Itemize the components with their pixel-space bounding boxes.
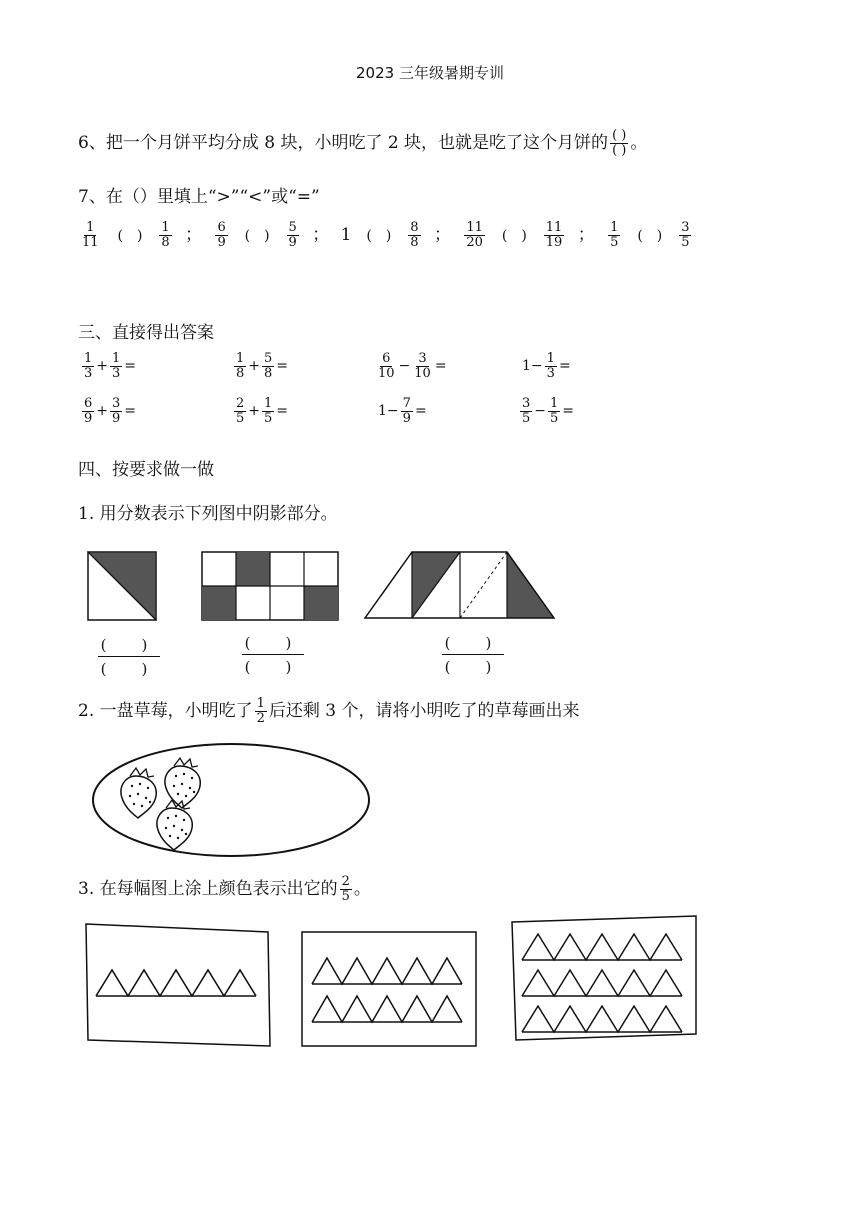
compare-3-right: $\frac{8}{8}$ (410, 220, 419, 250)
square-figure (88, 552, 156, 620)
strawberry-icon (165, 758, 200, 808)
separator: ； (312, 225, 330, 245)
compare-1-right: $\frac{1}{8}$ (161, 220, 170, 250)
question-6-end: 。 (630, 133, 648, 153)
compare-5-blank[interactable]: ( ) (637, 228, 663, 244)
question-6 (78, 128, 647, 158)
question-6-answer-fraction (610, 129, 628, 157)
strawberry-icon (121, 768, 156, 818)
expr-1: $\frac{1}{3}$ + $\frac{1}{3}$ = (84, 351, 137, 381)
expr-8: $\frac{3}{5}$ − $\frac{1}{5}$ = (522, 396, 575, 426)
strawberry-plate (88, 742, 378, 862)
answer-fraction-1[interactable] (98, 634, 160, 679)
separator: ； (433, 225, 451, 245)
fraction-bar (242, 654, 304, 655)
strawberry-icon (157, 800, 192, 850)
separator: ； (577, 225, 595, 245)
answer-3-numerator: ( ) (444, 634, 502, 652)
compare-2-left: $\frac{6}{9}$ (217, 220, 226, 250)
compare-2-right: $\frac{5}{9}$ (288, 220, 297, 250)
compare-4-left: $\frac{11}{20}$ (466, 220, 483, 250)
panel-3-fifteen-triangles (512, 916, 696, 1040)
answer-3-denominator: ( ) (444, 658, 502, 676)
question-7-comparisons (78, 220, 693, 250)
compare-1-left: $\frac{1}{11}$ (82, 220, 99, 250)
question-6-text: 6、把一个月饼平均分成 8 块，小明吃了 2 块，也就是吃了这个月饼的 (78, 133, 609, 153)
separator: ； (185, 225, 203, 245)
grid-figure (202, 552, 338, 620)
expr-3: $\frac{6}{10}$ − $\frac{3}{10}$ = (378, 351, 447, 381)
compare-3-left: 1 (340, 225, 352, 245)
section-4-title: 四、按要求做一做 (78, 460, 214, 480)
problem-1-text: 1. 用分数表示下列图中阴影部分。 (78, 504, 338, 524)
compare-2-blank[interactable]: ( ) (244, 228, 270, 244)
question-6-answer-denominator: ( ) (612, 143, 627, 158)
shaded-figures (84, 546, 564, 626)
expr-5: $\frac{6}{9}$ + $\frac{3}{9}$ = (84, 396, 137, 426)
answer-2-denominator: ( ) (244, 658, 302, 676)
problem-2-text: 2. 一盘草莓，小明吃了 $\frac{1}{2}$ 后还剩 3 个，请将小明吃了的草莓画出来 (78, 696, 580, 726)
question-7-text: 7、在（）里填上“>”“<”或“=” (78, 187, 320, 207)
panel-1-five-triangles (86, 924, 270, 1046)
panel-2-ten-triangles (302, 932, 476, 1046)
answer-1-denominator: ( ) (100, 660, 158, 678)
section-3-title: 三、直接得出答案 (78, 323, 214, 343)
compare-3-blank[interactable]: ( ) (366, 228, 392, 244)
answer-1-numerator: ( ) (100, 636, 158, 654)
fraction-bar (98, 656, 160, 657)
compare-5-left: $\frac{1}{5}$ (610, 220, 619, 250)
triangle-panels (80, 912, 700, 1052)
question-6-answer-numerator: ( ) (612, 128, 627, 144)
compare-5-right: $\frac{3}{5}$ (681, 220, 690, 250)
answer-fraction-3[interactable] (442, 632, 504, 677)
problem-3-text: 3. 在每幅图上涂上颜色表示出它的 $\frac{2}{5}$ 。 (78, 874, 371, 904)
expr-2: $\frac{1}{8}$ + $\frac{5}{8}$ = (236, 351, 289, 381)
fraction-bar (442, 654, 504, 655)
answer-fraction-2[interactable] (242, 632, 304, 677)
compare-1-blank[interactable]: ( ) (117, 228, 143, 244)
page-header: 2023 三年级暑期专训 (356, 64, 504, 82)
expr-4: 1− $\frac{1}{3}$ = (522, 351, 571, 381)
answer-2-numerator: ( ) (244, 634, 302, 652)
trapezoid-figure (365, 552, 554, 618)
compare-4-blank[interactable]: ( ) (501, 228, 527, 244)
compare-4-right: $\frac{11}{19}$ (545, 220, 563, 250)
expr-7: 1− $\frac{7}{9}$ = (378, 396, 427, 426)
expr-6: $\frac{2}{5}$ + $\frac{1}{5}$ = (236, 396, 289, 426)
